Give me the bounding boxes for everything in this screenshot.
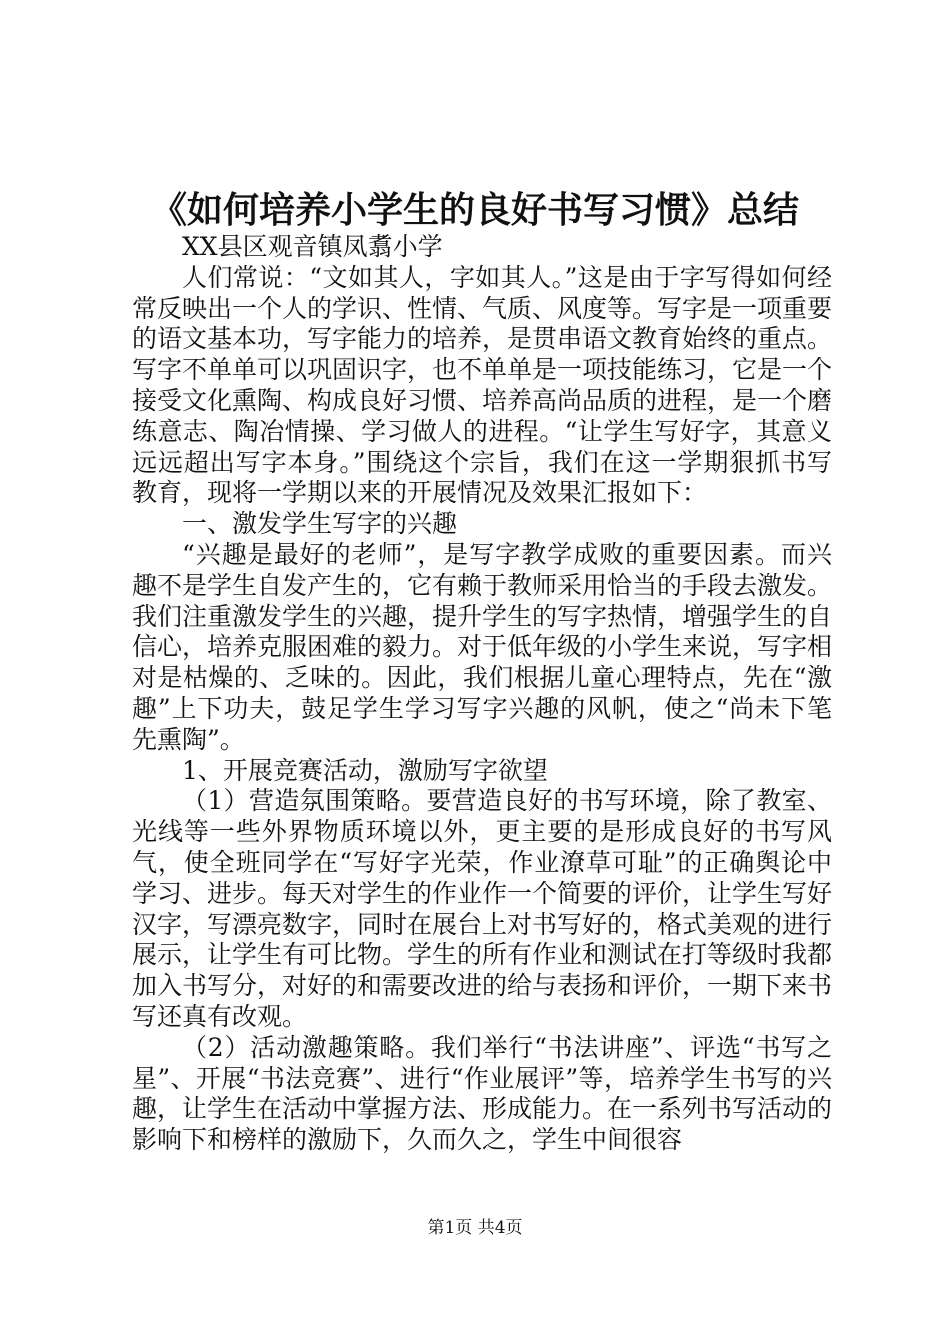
section-heading-1: 一、激发学生写字的兴趣 <box>182 509 458 539</box>
school-name: XX县区观音镇凤翥小学 <box>182 232 443 261</box>
document-title: 《如何培养小学生的良好书写习惯》总结 <box>150 189 799 231</box>
paragraph-atmosphere-strategy: （1）营造氛围策略。要营造良好的书写环境，除了教室、光线等一些外界物质环境以外，更主要的是形成良好的书写风气，使全班同学在“写好字光荣，作业潦草可耻”的正确舆论中学习、进步。每天对学生的作业作一个简要的评价，让学生写好汉字，写漂亮数字，同时在展台上对书写好的，格式美观的进行展示，让学生有可比物。学生的所有作业和测试在打等级时我都加入书写分，对好的和需要改进的给与表扬和评价，一期下来书写还真有改观。 <box>132 786 833 1031</box>
paragraph-interest: “兴趣是最好的老师”，是写字教学成败的重要因素。而兴趣不是学生自发产生的，它有赖于教师采用恰当的手段去激发。我们注重激发学生的兴趣，提升学生的写字热情，增强学生的自信心，培养克服困难的毅力。对于低年级的小学生来说，写字相对是枯燥的、乏味的。因此，我们根据儿童心理特点，先在“激趣”上下功夫，鼓足学生学习写字兴趣的风帆，使之“尚未下笔先熏陶”。 <box>132 539 833 754</box>
paragraph-intro: 人们常说：“文如其人，字如其人。”这是由于字写得如何经常反映出一个人的学识、性情、气质、风度等。写字是一项重要的语文基本功，写字能力的培养，是贯串语文教育始终的重点。写字不单单可以巩固识字，也不单单是一项技能练习，它是一个接受文化熏陶、构成良好习惯、培养高尚品质的进程，是一个磨练意志、陶冶情操、学习做人的进程。“让学生写好字，其意义远远超出写字本身。”围绕这个宗旨，我们在这一学期狠抓书写教育，现将一学期以来的开展情况及效果汇报如下： <box>132 262 833 508</box>
paragraph-activity-strategy: （2）活动激趣策略。我们举行“书法讲座”、评选“书写之星”、开展“书法竞赛”、进行“作业展评”等，培养学生书写的兴趣，让学生在活动中掌握方法、形成能力。在一系列书写活动的影响下和榜样的激励下，久而久之，学生中间很容 <box>132 1032 833 1155</box>
subsection-heading-1: 1、开展竞赛活动，激励写字欲望 <box>182 755 548 785</box>
page-footer: 第1页 共4页 <box>427 1218 523 1238</box>
document-body <box>132 232 832 1156</box>
